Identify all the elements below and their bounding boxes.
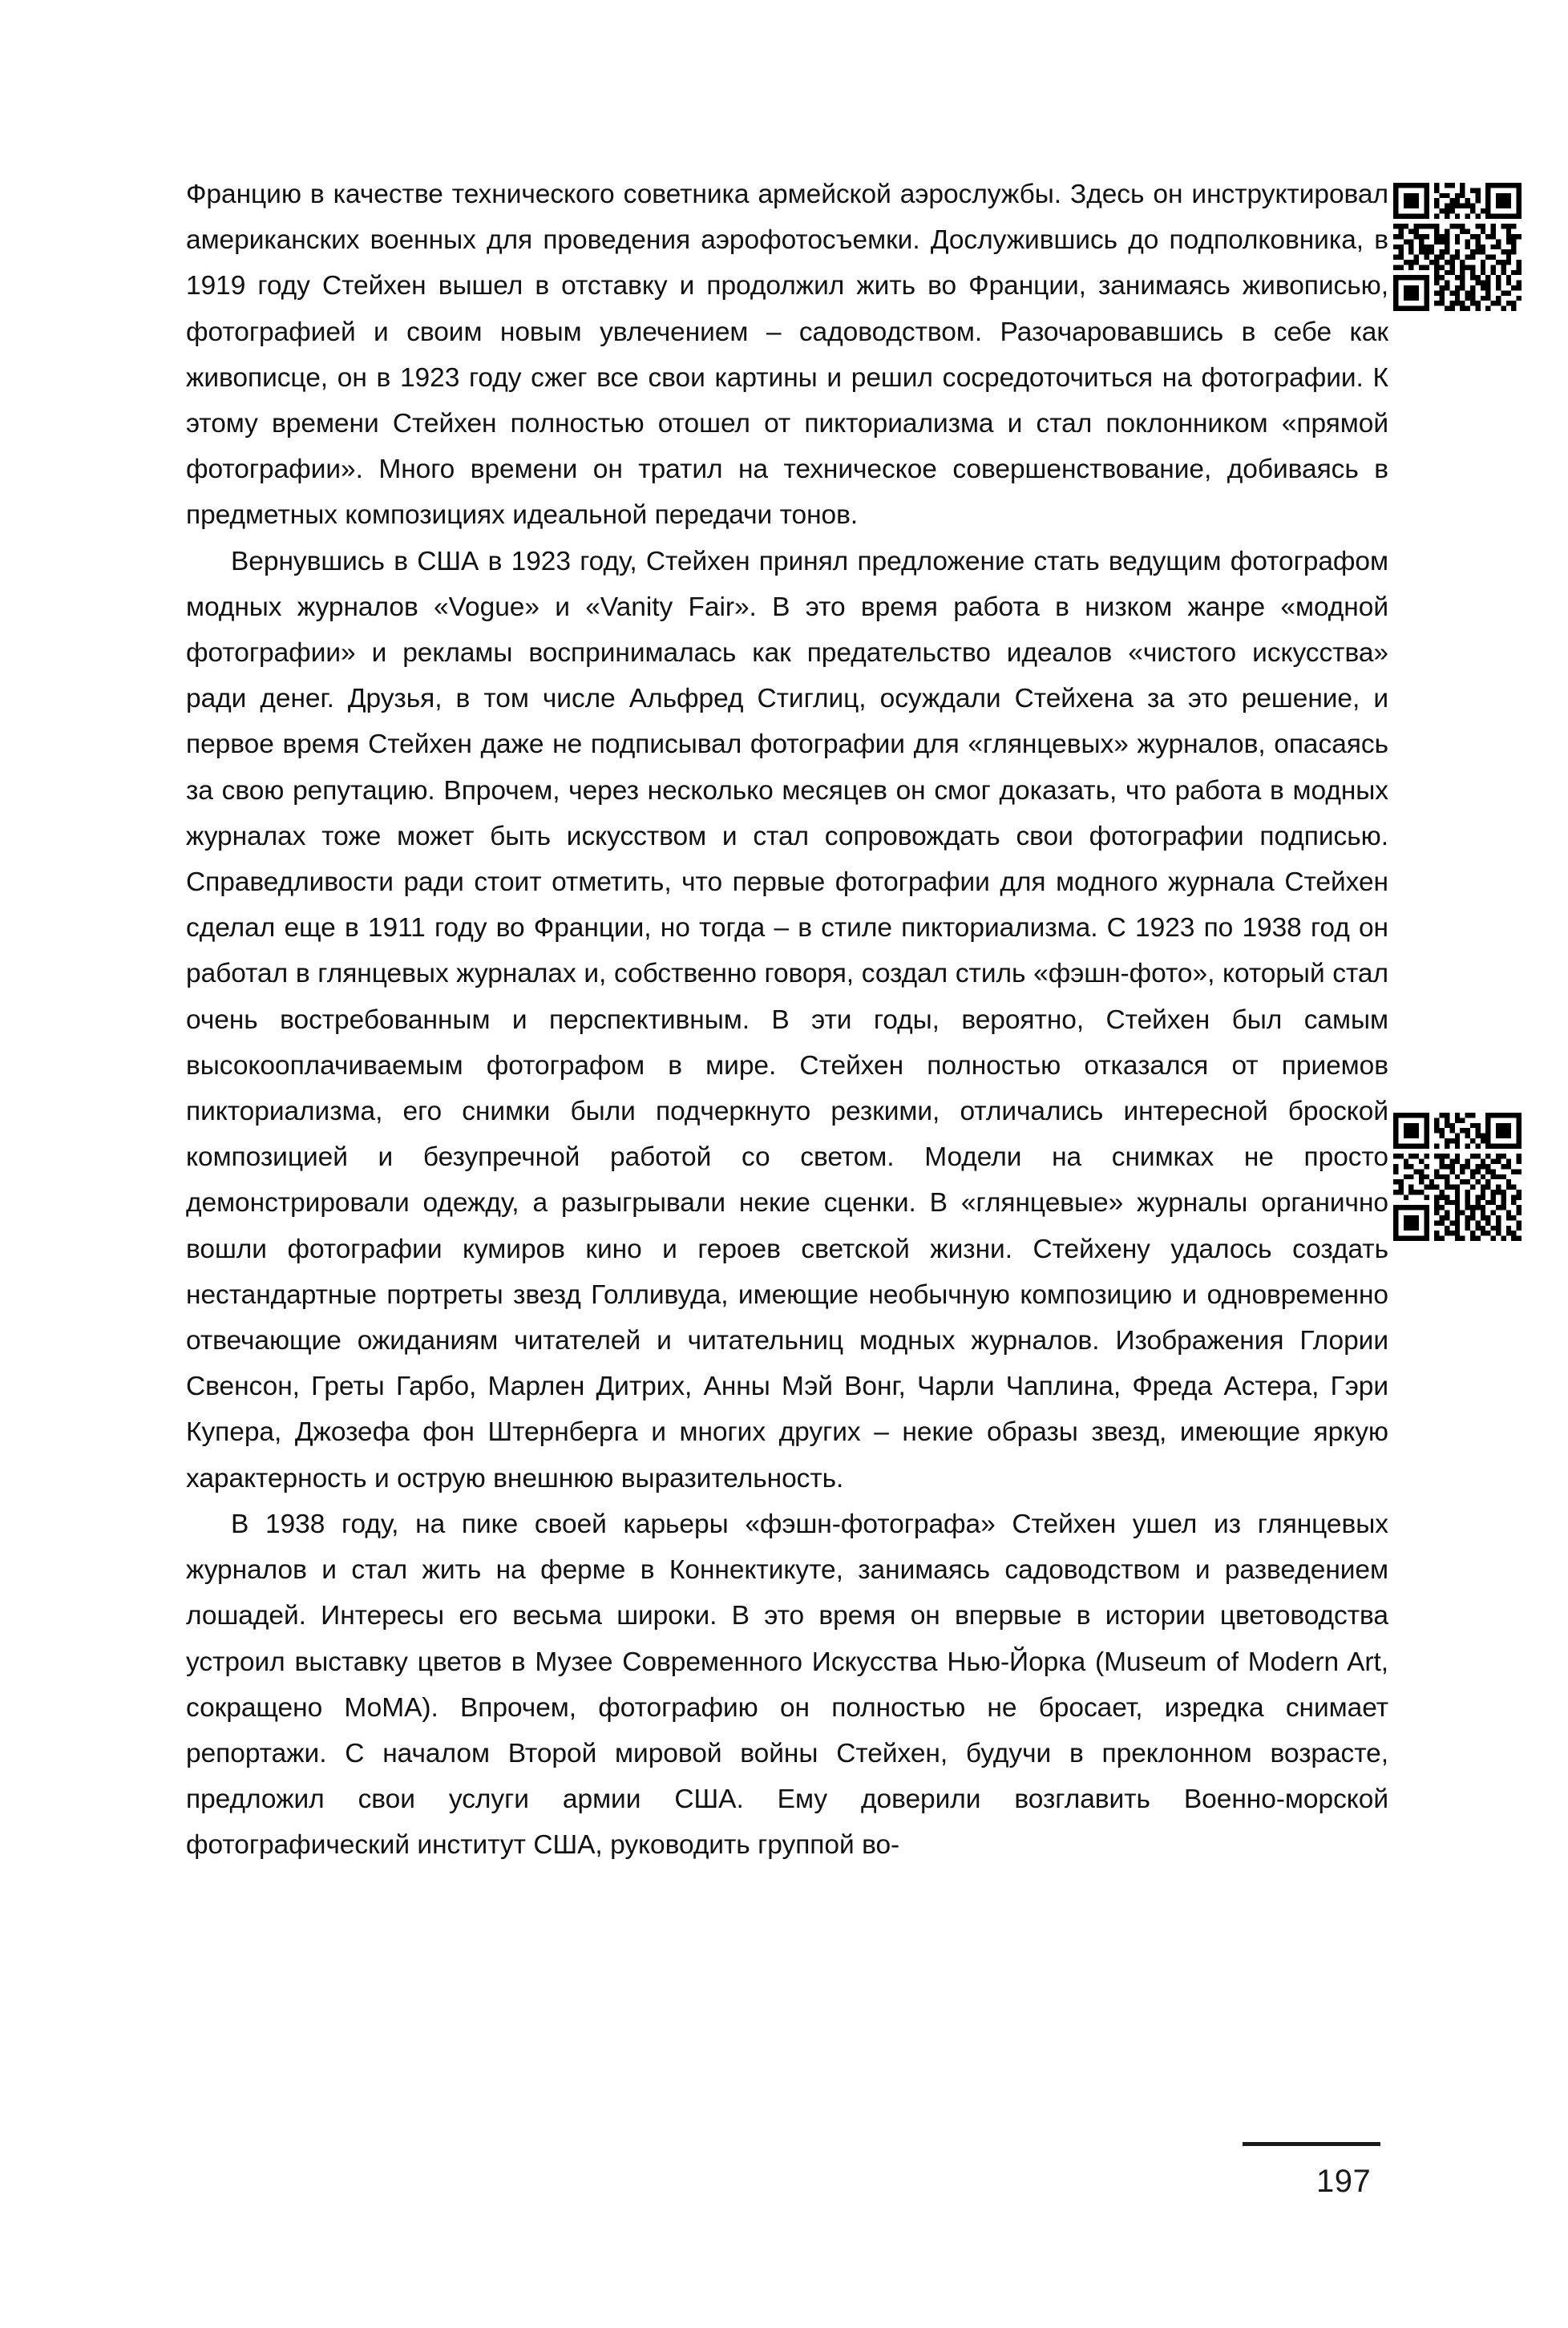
text-column — [186, 172, 1388, 1869]
page-number: 197 — [1316, 2164, 1372, 2199]
paragraph-3: В 1938 году, на пике своей карьеры «фэшн-фотографа» Стейхен ушел из глянцевых журналов и стал жить на ферме в Коннектикуте, занимаясь садоводством и разведением лошадей. Интересы его весьма широки. В это время он впервые в истории цветоводства устроил выставку цветов в Музее Современного Искусства Нью-Йорка (Museum of Modern Art, сокращено МоМА). Впрочем, фотографию он полностью не бросает, изредка снимает репортажи. С началом Второй мировой войны Стейхен, будучи в преклонном возрасте, предложил свои услуги армии США. Ему доверили возглавить Военно-морской фотографический институт США, руководить группой во- — [186, 1509, 1388, 1861]
paragraph-1: Францию в качестве технического советника армейской аэрослужбы. Здесь он инструктировал американских военных для проведения аэрофотосъемки. Дослужившись до подполковника, в 1919 году Стейхен вышел в отставку и продолжил жить во Франции, занимаясь живописью, фотографией и своим новым увлечением – садоводством. Разочаровавшись в себе как живописце, он в 1923 году сжег все свои картины и решил сосредоточиться на фотографии. К этому времени Стейхен полностью отошел от пикториализма и стал поклонником «прямой фотографии». Много времени он тратил на техническое совершенствование, добиваясь в предметных композициях идеальной передачи тонов. — [186, 180, 1388, 531]
footer-divider — [1243, 2142, 1380, 2146]
qr-code-middle-icon — [1393, 1113, 1522, 1241]
page-footer — [1243, 2142, 1522, 2199]
qr-code-top-icon — [1393, 183, 1522, 311]
paragraph-2: Вернувшись в США в 1923 году, Стейхен принял предложение стать ведущим фотографом модных журналов «Vogue» и «Vanity Fair». В это время работа в низком жанре «модной фотографии» и рекламы воспринималась как предательство идеалов «чистого искусства» ради денег. Друзья, в том числе Альфред Стиглиц, осуждали Стейхена за это решение, и первое время Стейхен даже не подписывал фотографии для «глянцевых» журналов, опасаясь за свою репутацию. Впрочем, через несколько месяцев он смог доказать, что работа в модных журналах тоже может быть искусством и стал сопровождать свои фотографии подписью. Справедливости ради стоит отметить, что первые фотографии для модного журнала Стейхен сделал еще в 1911 году во Франции, но тогда – в стиле пикториализма. С 1923 по 1938 год он работал в глянцевых журналах и, собственно говоря, создал стиль «фэшн-фото», который стал очень востребованным и перспективным. В эти годы, вероятно, Стейхен был самым высокооплачиваемым фотографом в мире. Стейхен полностью отказался от приемов пикториализма, его снимки были подчеркнуто резкими, отличались интересной броской композицией и безупречной работой со светом. Модели на снимках не просто демонстрировали одежду, а разыгрывали некие сценки. В «глянцевые» журналы органично вошли фотографии кумиров кино и героев светской жизни. Стейхену удалось создать нестандартные портреты звезд Голливуда, имеющие необычную композицию и одновременно отвечающие ожиданиям читателей и читательниц модных журналов. Изображения Глории Свенсон, Греты Гарбо, Марлен Дитрих, Анны Мэй Вонг, Чарли Чаплина, Фреда Астера, Гэри Купера, Джозефа фон Штернберга и многих других – некие образы звезд, имеющие яркую характерность и острую внешнюю выразительность. — [186, 546, 1388, 1493]
